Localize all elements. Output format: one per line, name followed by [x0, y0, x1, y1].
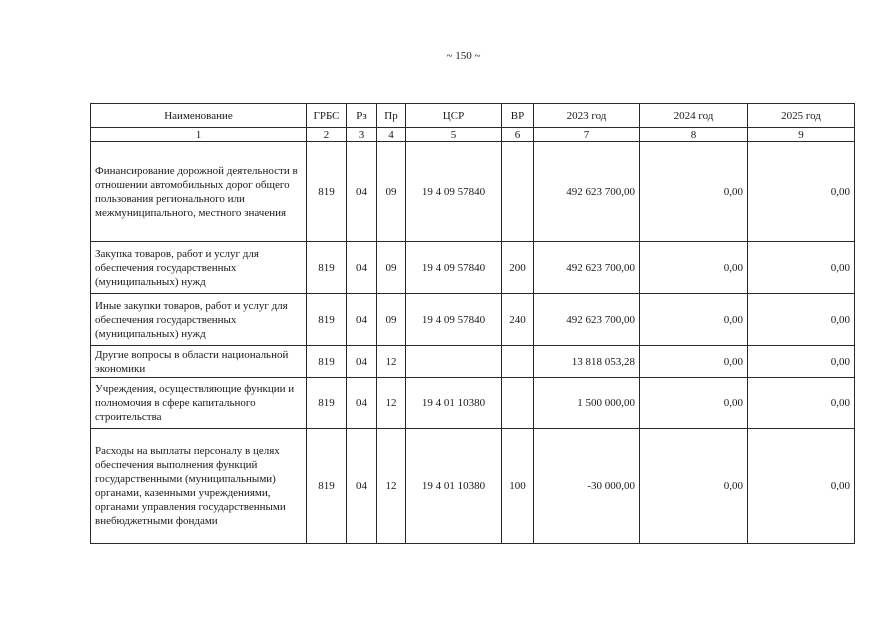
cell-name: Закупка товаров, работ и услуг для обеспечения государственных (муниципальных) нужд: [91, 242, 307, 294]
cell-vr: 200: [502, 242, 534, 294]
cell-2024: 0,00: [640, 242, 748, 294]
cell-2023: 492 623 700,00: [534, 294, 640, 346]
column-number: 2: [307, 128, 347, 142]
table-header-row: [91, 104, 855, 128]
cell-vr: [502, 346, 534, 378]
cell-pr: 12: [377, 346, 406, 378]
table-row: [91, 346, 855, 378]
cell-grbs: 819: [307, 346, 347, 378]
cell-rz: 04: [347, 378, 377, 429]
cell-vr: 240: [502, 294, 534, 346]
cell-vr: 100: [502, 429, 534, 544]
cell-2024: 0,00: [640, 378, 748, 429]
cell-2024: 0,00: [640, 346, 748, 378]
header-2024: 2024 год: [640, 104, 748, 128]
cell-2023: 492 623 700,00: [534, 142, 640, 242]
header-grbs: ГРБС: [307, 104, 347, 128]
column-number: 4: [377, 128, 406, 142]
budget-table: [90, 103, 855, 544]
cell-2025: 0,00: [748, 429, 855, 544]
cell-2025: 0,00: [748, 142, 855, 242]
column-number: 5: [406, 128, 502, 142]
cell-csr: [406, 346, 502, 378]
cell-name: Финансирование дорожной деятельности в отношении автомобильных дорог общего пользования регионального или межмуниципального, местного значения: [91, 142, 307, 242]
cell-2024: 0,00: [640, 429, 748, 544]
cell-2025: 0,00: [748, 378, 855, 429]
column-number: 1: [91, 128, 307, 142]
cell-2023: 13 818 053,28: [534, 346, 640, 378]
header-rz: Рз: [347, 104, 377, 128]
cell-name: Другие вопросы в области национальной экономики: [91, 346, 307, 378]
header-pr: Пр: [377, 104, 406, 128]
cell-name: Иные закупки товаров, работ и услуг для обеспечения государственных (муниципальных) нужд: [91, 294, 307, 346]
cell-pr: 12: [377, 429, 406, 544]
cell-rz: 04: [347, 242, 377, 294]
column-number: 9: [748, 128, 855, 142]
cell-vr: [502, 378, 534, 429]
cell-pr: 09: [377, 294, 406, 346]
cell-2025: 0,00: [748, 294, 855, 346]
table-row: [91, 429, 855, 544]
cell-pr: 09: [377, 142, 406, 242]
cell-csr: 19 4 01 10380: [406, 429, 502, 544]
cell-grbs: 819: [307, 142, 347, 242]
cell-csr: 19 4 09 57840: [406, 294, 502, 346]
cell-csr: 19 4 09 57840: [406, 242, 502, 294]
cell-rz: 04: [347, 429, 377, 544]
table-row: [91, 142, 855, 242]
cell-csr: 19 4 01 10380: [406, 378, 502, 429]
cell-rz: 04: [347, 142, 377, 242]
header-2023: 2023 год: [534, 104, 640, 128]
header-csr: ЦСР: [406, 104, 502, 128]
table-row: [91, 294, 855, 346]
cell-2025: 0,00: [748, 242, 855, 294]
cell-pr: 12: [377, 378, 406, 429]
cell-grbs: 819: [307, 242, 347, 294]
column-number-row: [91, 128, 855, 142]
cell-name: Учреждения, осуществляющие функции и полномочия в сфере капитального строительства: [91, 378, 307, 429]
header-vr: ВР: [502, 104, 534, 128]
table-row: [91, 378, 855, 429]
page-number: ~ 150 ~: [446, 50, 481, 62]
column-number: 7: [534, 128, 640, 142]
cell-rz: 04: [347, 346, 377, 378]
cell-2024: 0,00: [640, 142, 748, 242]
cell-csr: 19 4 09 57840: [406, 142, 502, 242]
table-row: [91, 242, 855, 294]
cell-2023: -30 000,00: [534, 429, 640, 544]
cell-grbs: 819: [307, 429, 347, 544]
cell-grbs: 819: [307, 378, 347, 429]
column-number: 3: [347, 128, 377, 142]
cell-vr: [502, 142, 534, 242]
cell-grbs: 819: [307, 294, 347, 346]
header-2025: 2025 год: [748, 104, 855, 128]
header-name: Наименование: [91, 104, 307, 128]
cell-name: Расходы на выплаты персоналу в целях обеспечения выполнения функций государственными (муниципальными) органами, казенными учреждениями, органами управления государственными внебюджетными фондами: [91, 429, 307, 544]
cell-2023: 1 500 000,00: [534, 378, 640, 429]
cell-pr: 09: [377, 242, 406, 294]
cell-rz: 04: [347, 294, 377, 346]
cell-2024: 0,00: [640, 294, 748, 346]
column-number: 8: [640, 128, 748, 142]
column-number: 6: [502, 128, 534, 142]
cell-2025: 0,00: [748, 346, 855, 378]
cell-2023: 492 623 700,00: [534, 242, 640, 294]
